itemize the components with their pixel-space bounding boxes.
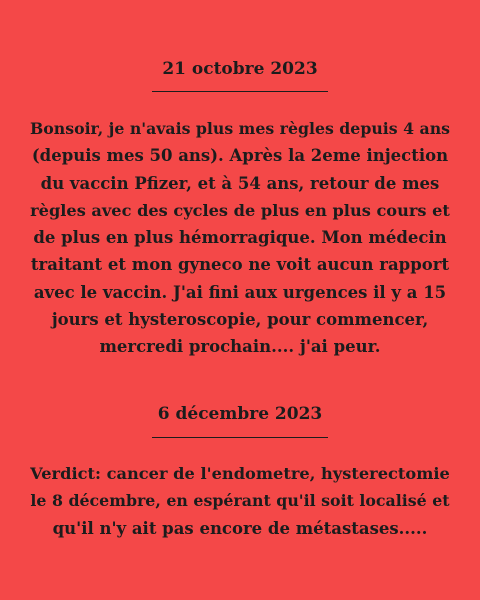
text-line: de plus en plus hémorragique. Mon médecin xyxy=(33,228,447,248)
text-line: traitant et mon gyneco ne voit aucun rapport xyxy=(30,255,450,275)
text-line: Bonsoir, je n'avais plus mes règles depuis 4 ans xyxy=(29,119,450,138)
text-line: qu'il n'y ait pas encore de métastases..... xyxy=(52,518,428,538)
text-line: le 8 décembre, en espérant qu'il soit localisé et xyxy=(30,491,450,511)
text-line: Verdict: cancer de l'endometre, hysterectomie xyxy=(30,464,450,483)
entry-text xyxy=(28,115,452,361)
divider xyxy=(152,91,328,92)
entry-date: 6 décembre 2023 xyxy=(157,404,323,424)
text-line: mercredi prochain.... j'ai peur. xyxy=(99,337,381,357)
entry-date: 21 octobre 2023 xyxy=(162,59,318,79)
text-line: règles avec des cycles de plus en plus cours et xyxy=(30,200,450,220)
text-line: jours et hysteroscopie, pour commencer, xyxy=(51,310,429,330)
text-line: du vaccin Pfizer, et à 54 ans, retour de mes xyxy=(40,173,440,193)
entry-text xyxy=(28,460,452,542)
divider xyxy=(152,437,328,438)
text-line: (depuis mes 50 ans). Après la 2eme injection xyxy=(31,146,449,166)
text-line: avec le vaccin. J'ai fini aux urgences il y a 15 xyxy=(33,282,447,302)
